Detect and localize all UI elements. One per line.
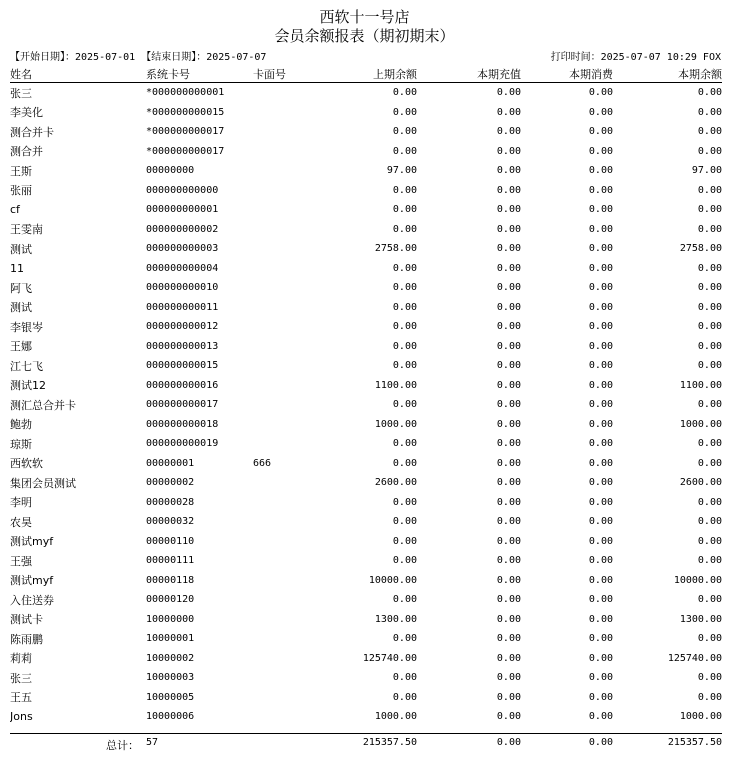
cell-recharge: 0.00 [496,477,521,489]
cell-system-card: 00000032 [146,516,195,528]
cell-system-card: *000000000001 [146,87,225,99]
cell-system-card: 10000006 [146,711,195,723]
table-row [10,220,722,240]
cell-balance: 0.00 [697,633,722,645]
cell-consume: 0.00 [588,379,613,391]
cell-balance: 0.00 [697,184,722,196]
balance-table [10,66,722,727]
cell-system-card: 000000000011 [146,301,219,313]
cell-system-card: 00000028 [146,496,195,508]
print-time-value: 2025-07-07 10:29 FOX [600,52,721,63]
table-row [10,532,722,552]
table-row [10,200,722,220]
cell-recharge: 0.00 [496,321,521,333]
cell-recharge: 0.00 [496,145,521,157]
table-row [10,688,722,708]
cell-name: 张丽 [10,184,32,198]
cell-system-card: 00000002 [146,477,195,489]
cell-name: cf [10,203,20,217]
cell-face-card [253,278,321,298]
cell-prev-balance: 0.00 [392,555,417,567]
print-time [551,48,721,63]
cell-name: 西软软 [10,457,43,471]
cell-face-card [253,493,321,513]
cell-recharge: 0.00 [496,535,521,547]
cell-consume: 0.00 [588,301,613,313]
cell-prev-balance: 0.00 [392,399,417,411]
cell-system-card: 10000003 [146,672,195,684]
col-header-system-card: 系统卡号 [146,66,253,83]
table-row [10,415,722,435]
cell-face-card [253,473,321,493]
cell-balance: 0.00 [697,594,722,606]
cell-system-card: 000000000013 [146,340,219,352]
cell-face-card [253,668,321,688]
cell-face-card [253,181,321,201]
cell-prev-balance: 0.00 [392,516,417,528]
cell-recharge: 0.00 [496,204,521,216]
cell-name: 农昊 [10,515,32,529]
table-row [10,395,722,415]
cell-name: 张三 [10,86,32,100]
cell-name: 陈雨鹏 [10,632,43,646]
cell-prev-balance: 0.00 [392,457,417,469]
cell-face-card [253,239,321,259]
cell-name: 测汇总合并卡 [10,398,76,412]
cell-consume: 0.00 [588,418,613,430]
cell-balance: 0.00 [697,204,722,216]
cell-consume: 0.00 [588,691,613,703]
cell-prev-balance: 0.00 [392,145,417,157]
table-row [10,356,722,376]
cell-balance: 1300.00 [679,613,722,625]
cell-name: 王五 [10,691,32,705]
cell-prev-balance: 1300.00 [374,613,417,625]
cell-name: 王强 [10,554,32,568]
cell-prev-balance: 0.00 [392,282,417,294]
col-header-recharge: 本期充值 [417,66,521,83]
cell-balance: 0.00 [697,126,722,138]
cell-system-card: 000000000010 [146,282,219,294]
cell-recharge: 0.00 [496,301,521,313]
cell-consume: 0.00 [588,633,613,645]
cell-name: 入住送券 [10,593,54,607]
cell-name: 江七飞 [10,359,43,373]
cell-balance: 0.00 [697,438,722,450]
cell-recharge: 0.00 [496,496,521,508]
cell-system-card: 000000000018 [146,418,219,430]
cell-prev-balance: 0.00 [392,204,417,216]
cell-prev-balance: 0.00 [392,360,417,372]
cell-name: 测试myf [10,574,54,588]
table-row [10,512,722,532]
cell-consume: 0.00 [588,87,613,99]
cell-consume: 0.00 [588,204,613,216]
cell-consume: 0.00 [588,672,613,684]
table-row [10,142,722,162]
cell-name: 王雯南 [10,223,43,237]
cell-balance: 10000.00 [673,574,722,586]
cell-prev-balance: 0.00 [392,301,417,313]
table-row [10,337,722,357]
cell-system-card: 000000000015 [146,360,219,372]
cell-balance: 0.00 [697,301,722,313]
date-range [10,48,266,63]
cell-prev-balance: 0.00 [392,87,417,99]
cell-recharge: 0.00 [496,360,521,372]
cell-system-card: 000000000001 [146,204,219,216]
cell-face-card [253,317,321,337]
cell-prev-balance: 1000.00 [374,711,417,723]
cell-recharge: 0.00 [496,262,521,274]
cell-system-card: 00000001 [146,457,195,469]
cell-recharge: 0.00 [496,243,521,255]
cell-recharge: 0.00 [496,613,521,625]
totals-consume: 0.00 [588,737,613,748]
cell-consume: 0.00 [588,438,613,450]
cell-recharge: 0.00 [496,126,521,138]
cell-balance: 0.00 [697,145,722,157]
cell-balance: 0.00 [697,87,722,99]
cell-prev-balance: 0.00 [392,535,417,547]
cell-system-card: 10000000 [146,613,195,625]
cell-system-card: 000000000016 [146,379,219,391]
cell-recharge: 0.00 [496,184,521,196]
cell-face-card [253,122,321,142]
cell-balance: 0.00 [697,496,722,508]
cell-face-card [253,103,321,123]
cell-consume: 0.00 [588,477,613,489]
cell-recharge: 0.00 [496,87,521,99]
table-row [10,103,722,123]
totals-balance: 215357.50 [667,737,722,748]
cell-balance: 0.00 [697,106,722,118]
cell-balance: 0.00 [697,516,722,528]
cell-name: 测试卡 [10,613,43,627]
table-row [10,610,722,630]
table-row [10,707,722,727]
cell-recharge: 0.00 [496,340,521,352]
cell-balance: 125740.00 [667,652,722,664]
table-row [10,161,722,181]
totals-row [10,737,722,753]
cell-face-card [253,298,321,318]
table-row [10,376,722,396]
table-row [10,493,722,513]
cell-recharge: 0.00 [496,574,521,586]
cell-system-card: 10000002 [146,652,195,664]
cell-name: 李美化 [10,106,43,120]
col-header-balance: 本期余额 [613,66,722,83]
cell-recharge: 0.00 [496,106,521,118]
cell-name: 集团会员测试 [10,476,76,490]
cell-face-card [253,337,321,357]
cell-face-card [253,356,321,376]
end-date: 2025-07-07 [206,52,267,63]
cell-system-card: 000000000000 [146,184,219,196]
cell-consume: 0.00 [588,457,613,469]
cell-consume: 0.00 [588,282,613,294]
cell-name: 李明 [10,496,32,510]
cell-balance: 0.00 [697,282,722,294]
cell-balance: 2758.00 [679,243,722,255]
cell-balance: 1000.00 [679,418,722,430]
cell-prev-balance: 10000.00 [368,574,417,586]
cell-system-card: 10000005 [146,691,195,703]
cell-system-card: *000000000015 [146,106,225,118]
cell-balance: 0.00 [697,360,722,372]
cell-system-card: 00000000 [146,165,195,177]
cell-prev-balance: 97.00 [386,165,417,177]
cell-name: 测试12 [10,379,46,393]
cell-face-card [253,376,321,396]
table-row [10,259,722,279]
cell-system-card: 000000000002 [146,223,219,235]
cell-prev-balance: 0.00 [392,262,417,274]
cell-face-card [253,649,321,669]
table-row [10,668,722,688]
table-row [10,239,722,259]
cell-name: 11 [10,261,24,275]
end-date-label: 【结束日期】： [141,52,207,63]
cell-system-card: 00000118 [146,574,195,586]
cell-recharge: 0.00 [496,457,521,469]
cell-system-card: 000000000019 [146,438,219,450]
cell-prev-balance: 0.00 [392,321,417,333]
cell-system-card: 00000110 [146,535,195,547]
cell-prev-balance: 0.00 [392,633,417,645]
cell-prev-balance: 0.00 [392,184,417,196]
cell-face-card [253,590,321,610]
table-row [10,473,722,493]
cell-consume: 0.00 [588,262,613,274]
print-time-label: 打印时间： [550,52,601,63]
cell-prev-balance: 125740.00 [362,652,417,664]
totals-divider [10,733,722,734]
cell-balance: 0.00 [697,555,722,567]
cell-face-card [253,532,321,552]
cell-recharge: 0.00 [496,418,521,430]
cell-balance: 0.00 [697,223,722,235]
table-row [10,649,722,669]
cell-name: 测合并卡 [10,125,54,139]
cell-consume: 0.00 [588,321,613,333]
cell-face-card [253,610,321,630]
cell-name: 测合并 [10,145,43,159]
cell-consume: 0.00 [588,594,613,606]
cell-recharge: 0.00 [496,438,521,450]
cell-prev-balance: 1100.00 [374,379,417,391]
cell-prev-balance: 2758.00 [374,243,417,255]
cell-prev-balance: 2600.00 [374,477,417,489]
start-date: 2025-07-01 [75,52,136,63]
cell-prev-balance: 0.00 [392,106,417,118]
table-row [10,317,722,337]
cell-consume: 0.00 [588,652,613,664]
cell-recharge: 0.00 [496,711,521,723]
cell-face-card [253,512,321,532]
cell-face-card [253,83,321,103]
cell-system-card: 00000111 [146,555,195,567]
totals-count: 57 [146,737,159,748]
cell-system-card: 10000001 [146,633,195,645]
cell-system-card: 000000000012 [146,321,219,333]
cell-face-card [253,434,321,454]
table-row [10,571,722,591]
cell-face-card [253,200,321,220]
cell-balance: 0.00 [697,457,722,469]
cell-recharge: 0.00 [496,691,521,703]
start-date-label: 【开始日期】： [10,52,75,63]
cell-name: 鲍勃 [10,418,32,432]
cell-prev-balance: 0.00 [392,672,417,684]
cell-consume: 0.00 [588,165,613,177]
table-row [10,590,722,610]
cell-face-card [253,142,321,162]
col-header-name: 姓名 [10,66,146,83]
cell-face-card: 666 [253,457,272,469]
table-row [10,278,722,298]
table-row [10,551,722,571]
cell-prev-balance: 1000.00 [374,418,417,430]
cell-name: 李银岑 [10,320,43,334]
cell-balance: 0.00 [697,399,722,411]
cell-name: 王娜 [10,340,32,354]
cell-name: 张三 [10,671,32,685]
totals-prev-balance: 215357.50 [362,737,417,748]
cell-name: 王斯 [10,164,32,178]
cell-name: 测试 [10,301,32,315]
cell-prev-balance: 0.00 [392,691,417,703]
cell-name: 测试 [10,242,32,256]
cell-balance: 0.00 [697,535,722,547]
cell-balance: 0.00 [697,340,722,352]
cell-consume: 0.00 [588,243,613,255]
cell-consume: 0.00 [588,516,613,528]
totals-recharge: 0.00 [496,737,521,748]
cell-face-card [253,571,321,591]
cell-name: 琼斯 [10,437,32,451]
cell-balance: 1100.00 [679,379,722,391]
cell-system-card: 000000000017 [146,399,219,411]
col-header-face-card: 卡面号 [253,66,321,83]
cell-consume: 0.00 [588,145,613,157]
col-header-consume: 本期消费 [521,66,613,83]
cell-balance: 2600.00 [679,477,722,489]
cell-system-card: 00000120 [146,594,195,606]
cell-consume: 0.00 [588,126,613,138]
col-header-prev-balance: 上期余额 [321,66,417,83]
cell-recharge: 0.00 [496,399,521,411]
cell-face-card [253,259,321,279]
table-row [10,434,722,454]
cell-name: 莉莉 [10,652,32,666]
table-row [10,181,722,201]
cell-recharge: 0.00 [496,633,521,645]
cell-consume: 0.00 [588,340,613,352]
cell-recharge: 0.00 [496,379,521,391]
cell-face-card [253,395,321,415]
table-body [10,83,722,727]
table-row [10,454,722,474]
cell-consume: 0.00 [588,496,613,508]
cell-name: Jons [10,710,33,724]
table-row [10,83,722,103]
cell-system-card: 000000000004 [146,262,219,274]
cell-recharge: 0.00 [496,555,521,567]
cell-face-card [253,551,321,571]
cell-name: 测试myf [10,535,54,549]
cell-system-card: *000000000017 [146,126,225,138]
cell-prev-balance: 0.00 [392,594,417,606]
table-row [10,298,722,318]
cell-recharge: 0.00 [496,672,521,684]
cell-consume: 0.00 [588,399,613,411]
cell-balance: 0.00 [697,321,722,333]
cell-consume: 0.00 [588,223,613,235]
cell-face-card [253,220,321,240]
cell-prev-balance: 0.00 [392,496,417,508]
cell-recharge: 0.00 [496,594,521,606]
cell-recharge: 0.00 [496,282,521,294]
table-row [10,122,722,142]
cell-balance: 0.00 [697,691,722,703]
cell-consume: 0.00 [588,555,613,567]
table-header-row [10,66,722,83]
cell-face-card [253,688,321,708]
totals-label: 总计： [106,739,139,752]
cell-prev-balance: 0.00 [392,223,417,235]
cell-face-card [253,415,321,435]
cell-consume: 0.00 [588,184,613,196]
cell-prev-balance: 0.00 [392,126,417,138]
cell-consume: 0.00 [588,535,613,547]
cell-balance: 1000.00 [679,711,722,723]
cell-consume: 0.00 [588,360,613,372]
report-title: 会员余额报表（期初期末） [274,27,455,45]
cell-consume: 0.00 [588,574,613,586]
cell-name: 阿飞 [10,281,32,295]
cell-recharge: 0.00 [496,223,521,235]
cell-balance: 97.00 [691,165,722,177]
cell-system-card: 000000000003 [146,243,219,255]
cell-recharge: 0.00 [496,652,521,664]
cell-balance: 0.00 [697,262,722,274]
cell-recharge: 0.00 [496,516,521,528]
cell-face-card [253,161,321,181]
cell-system-card: *000000000017 [146,145,225,157]
cell-face-card [253,707,321,727]
cell-prev-balance: 0.00 [392,340,417,352]
cell-consume: 0.00 [588,106,613,118]
table-row [10,629,722,649]
store-name: 西软十一号店 [319,8,410,26]
cell-recharge: 0.00 [496,165,521,177]
cell-balance: 0.00 [697,672,722,684]
cell-consume: 0.00 [588,711,613,723]
cell-face-card [253,629,321,649]
cell-consume: 0.00 [588,613,613,625]
cell-prev-balance: 0.00 [392,438,417,450]
